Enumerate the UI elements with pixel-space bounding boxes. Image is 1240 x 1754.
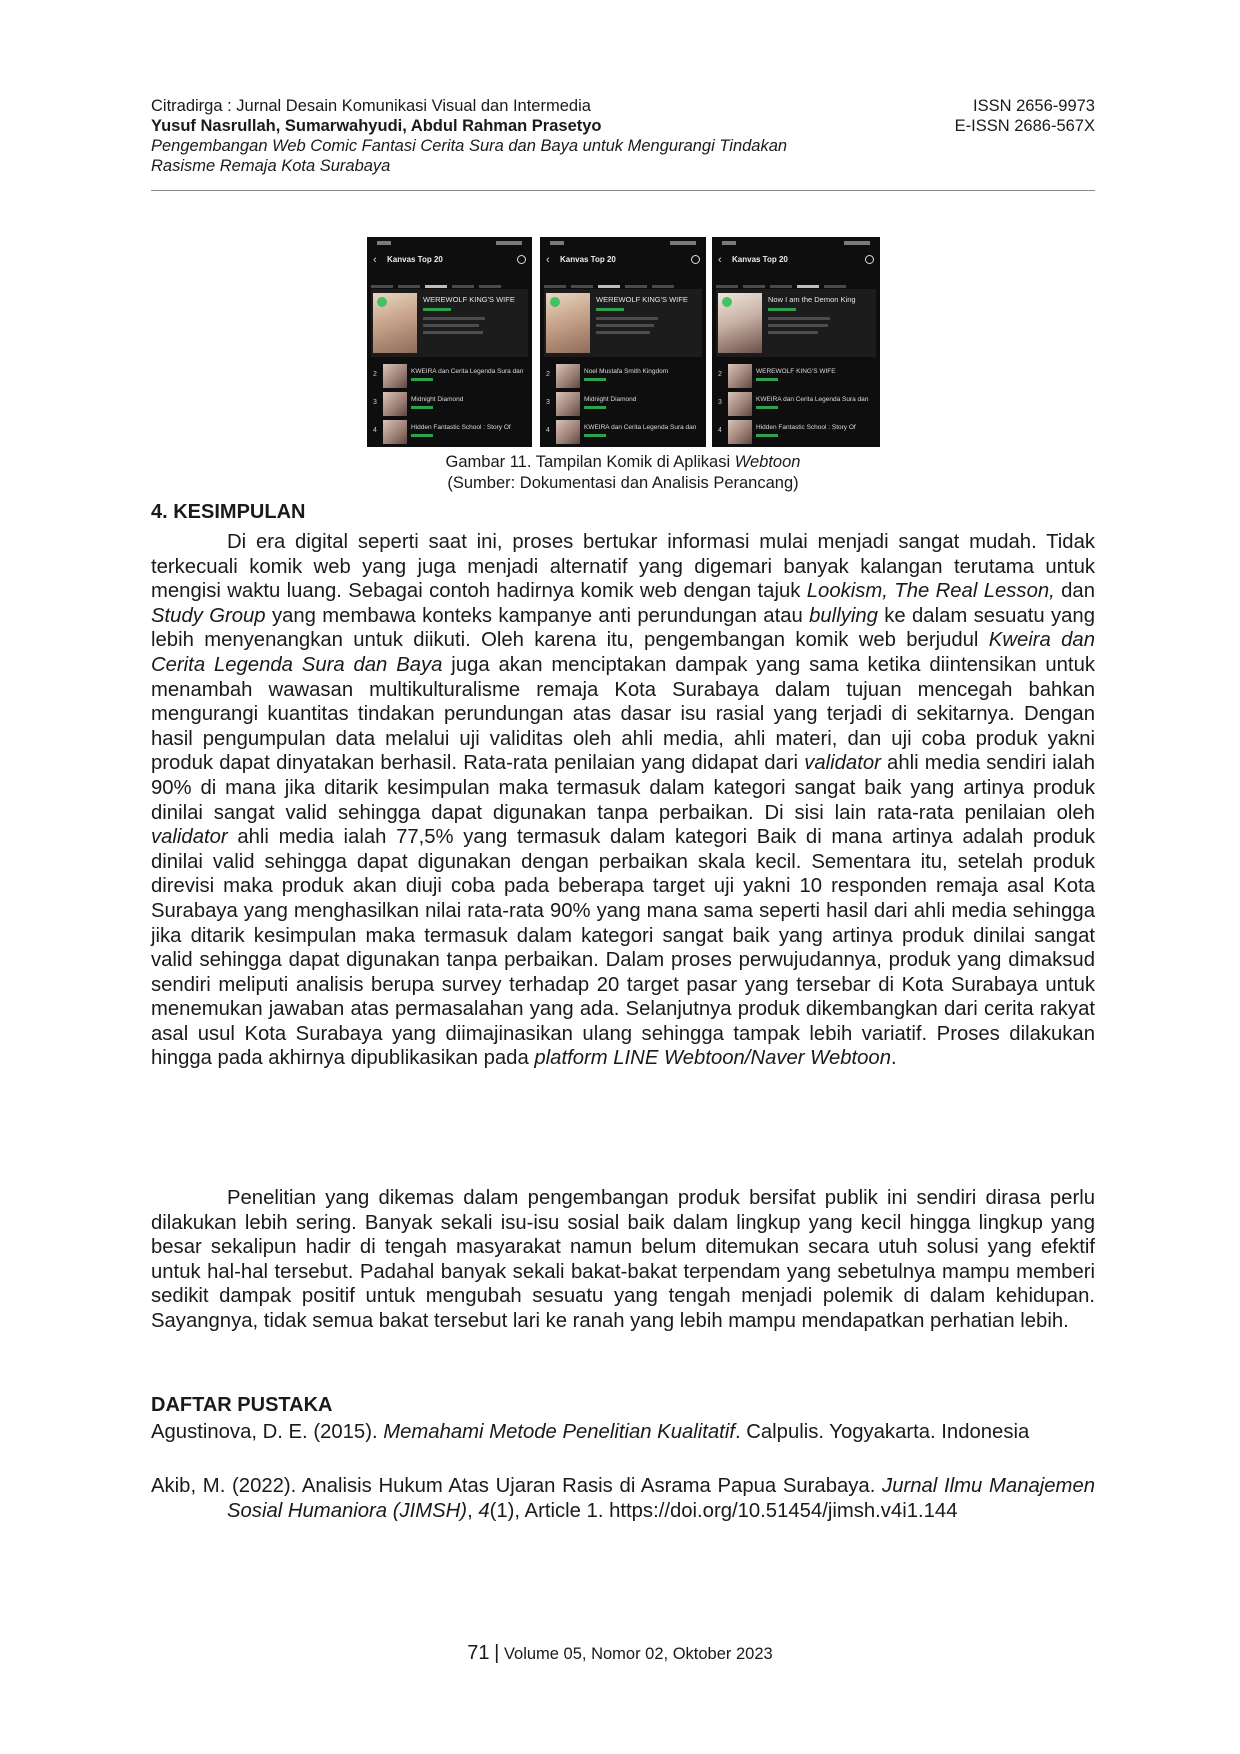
issn: ISSN 2656-9973 — [972, 97, 1095, 115]
featured-title: WEREWOLF KING'S WIFE — [596, 295, 688, 304]
list-item: 3 KWEIRA dan Cerita Legenda Sura dan — [716, 391, 876, 417]
app-header — [546, 253, 700, 269]
reference-entry: Akib, M. (2022). Analisis Hukum Atas Ujaran Rasis di Asrama Papua Surabaya. Jurnal Ilmu Manajemen Sosial Humaniora (JIMSH), 4(1), Article 1. https://doi.org/10.51454/jimsh.v4i1.144 — [151, 1475, 1096, 1522]
conclusion-paragraph-2: Penelitian yang dikemas dalam pengembangan produk bersifat publik ini sendiri dirasa perlu dilakukan lebih sering. Banyak sekali isu-isu sosial baik dalam lingkup yang kecil hingga lingkup yang besar sekalipun hadir di tengah masyarakat namun belum ditemukan secara utuh solusi yang efektif untuk hal-hal tersebut. Padahal banyak sekali bakat-bakat terpendam yang sebetulnya mampu memberi sedikit dampak positif untuk mengubah sesuatu yang tengah menjadi polemik di dalam kehidupan. Sayangnya, tidak semua bakat tersebut lari ke ranah yang lebih mampu mendapatkan perhatian lebih. — [151, 1187, 1095, 1332]
webtoon-screenshot-1 — [367, 237, 532, 447]
comic-thumbnail — [383, 364, 407, 388]
rank-1-badge — [550, 297, 560, 307]
featured-comic — [371, 289, 528, 357]
webtoon-screenshot-3 — [712, 237, 880, 447]
conclusion-paragraph-1: Di era digital seperti saat ini, proses bertukar informasi mulai menjadi sangat mudah. Tidak terkecuali komik web yang juga menjadi alternatif yang digemari banyak kalangan terutama untuk mengisi waktu luang. Sebagai contoh hadirnya komik web dengan tajuk Lookism, The Real Lesson, dan Study Group yang membawa konteks kampanye anti perundungan atau bullying ke dalam sesuatu yang lebih menyenangkan untuk diikuti. Oleh karena itu, pengembangan komik web berjudul Kweira dan Cerita Legenda Sura dan Baya juga akan menciptakan dampak yang sama ketika diintensikan untuk menambah wawasan multikulturalisme remaja Kota Surabaya dalam tujuan mencegah bahkan mengurangi kuantitas tindakan perundungan atas dasar isu rasial yang terjadi di sekitarnya. Dengan hasil pengumpulan data melalui uji validitas oleh ahli media, ahli materi, dan uji coba produk yakni produk dapat dinyatakan berhasil. Rata-rata penilaian yang didapat dari validator ahli media sendiri ialah 90% di mana jika ditarik kesimpulan maka termasuk dalam kategori sangat baik yang artinya produk dinilai sangat valid sehingga dapat digunakan tanpa perbaikan. Di sisi lain rata-rata penilaian oleh validator ahli media ialah 77,5% yang termasuk dalam kategori Baik di mana artinya adalah produk dinilai valid sehingga dapat digunakan dengan perbaikan skala kecil. Sementara itu, setelah produk direvisi maka produk akan diuji coba pada beberapa target uji yakni 10 responden remaja asal Kota Surabaya yang menghasilkan nilai rata-rata 90% yang mana sama seperti hasil dari ahli media sehingga jika ditarik kesimpulan maka termasuk dalam kategori sangat baik yang artinya produk dinilai sangat valid sehingga dapat digunakan tanpa perbaikan. Dalam proses perwujudannya, produk yang dimaksud sendiri meliputi analisis berupa survey terhadap 20 target pasar yang tersebar di Kota Surabaya untuk menemukan jawaban atas permasalahan yang ada. Selanjutnya produk dikembangkan dari cerita rakyat asal usul Kota Surabaya yang diimajinasikan ulang sehingga tampak lebih variatif. Proses dilakukan hingga pada akhirnya dipublikasikan pada platform LINE Webtoon/Naver Webtoon. — [151, 531, 1095, 1070]
comic-thumbnail — [556, 392, 580, 416]
list-item: 3 Midnight Diamond — [544, 391, 702, 417]
search-icon — [865, 255, 874, 264]
search-icon — [517, 255, 526, 264]
list-item: 4 Hidden Fantastic School : Story Of — [371, 419, 528, 445]
section-heading: 4. KESIMPULAN — [151, 501, 306, 523]
volume-info: Volume 05, Nomor 02, Oktober 2023 — [503, 1645, 773, 1663]
references-heading: DAFTAR PUSTAKA — [151, 1394, 333, 1416]
back-arrow-icon: ‹ — [718, 254, 722, 266]
back-arrow-icon: ‹ — [373, 254, 377, 266]
comic-thumbnail — [383, 420, 407, 444]
footer-separator: | — [494, 1642, 500, 1664]
list-item: 2 Noel Mustafa Smith Kingdom — [544, 363, 702, 389]
list-item: 3 Midnight Diamond — [371, 391, 528, 417]
featured-title: WEREWOLF KING'S WIFE — [423, 295, 515, 304]
figure-source: (Sumber: Dokumentasi dan Analisis Perancang) — [447, 474, 799, 492]
featured-title: Now I am the Demon King — [768, 295, 856, 304]
featured-comic — [544, 289, 702, 357]
search-icon — [691, 255, 700, 264]
reference-entry: Agustinova, D. E. (2015). Memahami Metode Penelitian Kualitatif. Calpulis. Yogyakarta. Indonesia — [151, 1421, 1030, 1443]
genre-tabs — [544, 275, 702, 283]
page-footer — [0, 1643, 1240, 1664]
comic-thumbnail — [728, 392, 752, 416]
header-divider — [151, 190, 1095, 191]
figure-caption: Gambar 11. Tampilan Komik di Aplikasi Webtoon — [445, 453, 801, 471]
list-item: 4 KWEIRA dan Cerita Legenda Sura dan — [544, 419, 702, 445]
comic-thumbnail — [383, 392, 407, 416]
authors: Yusuf Nasrullah, Sumarwahyudi, Abdul Rahman Prasetyo — [151, 117, 602, 135]
status-bar — [540, 240, 706, 248]
comic-thumbnail — [556, 364, 580, 388]
app-header-title: Kanvas Top 20 — [387, 255, 443, 264]
eissn: E-ISSN 2686-567X — [954, 117, 1095, 135]
app-header-title: Kanvas Top 20 — [560, 255, 616, 264]
featured-comic — [716, 289, 876, 357]
back-arrow-icon: ‹ — [546, 254, 550, 266]
list-item: 2 WEREWOLF KING'S WIFE — [716, 363, 876, 389]
genre-tabs — [716, 275, 876, 283]
journal-name: Citradirga : Jurnal Desain Komunikasi Visual dan Intermedia — [151, 97, 591, 115]
webtoon-screenshot-2 — [540, 237, 706, 447]
app-header — [718, 253, 874, 269]
article-title-line-1: Pengembangan Web Comic Fantasi Cerita Sura dan Baya untuk Mengurangi Tindakan — [151, 137, 788, 155]
comic-thumbnail — [728, 420, 752, 444]
rank-1-badge — [377, 297, 387, 307]
genre-tabs — [371, 275, 528, 283]
rank-1-badge — [722, 297, 732, 307]
status-bar — [367, 240, 532, 248]
article-title-line-2: Rasisme Remaja Kota Surabaya — [151, 157, 391, 175]
app-header-title: Kanvas Top 20 — [732, 255, 788, 264]
list-item: 4 Hidden Fantastic School : Story Of — [716, 419, 876, 445]
list-item: 2 KWEIRA dan Cerita Legenda Sura dan — [371, 363, 528, 389]
comic-thumbnail — [728, 364, 752, 388]
page-number: 71 — [467, 1642, 490, 1664]
comic-thumbnail — [556, 420, 580, 444]
status-bar — [712, 240, 880, 248]
app-header — [373, 253, 526, 269]
